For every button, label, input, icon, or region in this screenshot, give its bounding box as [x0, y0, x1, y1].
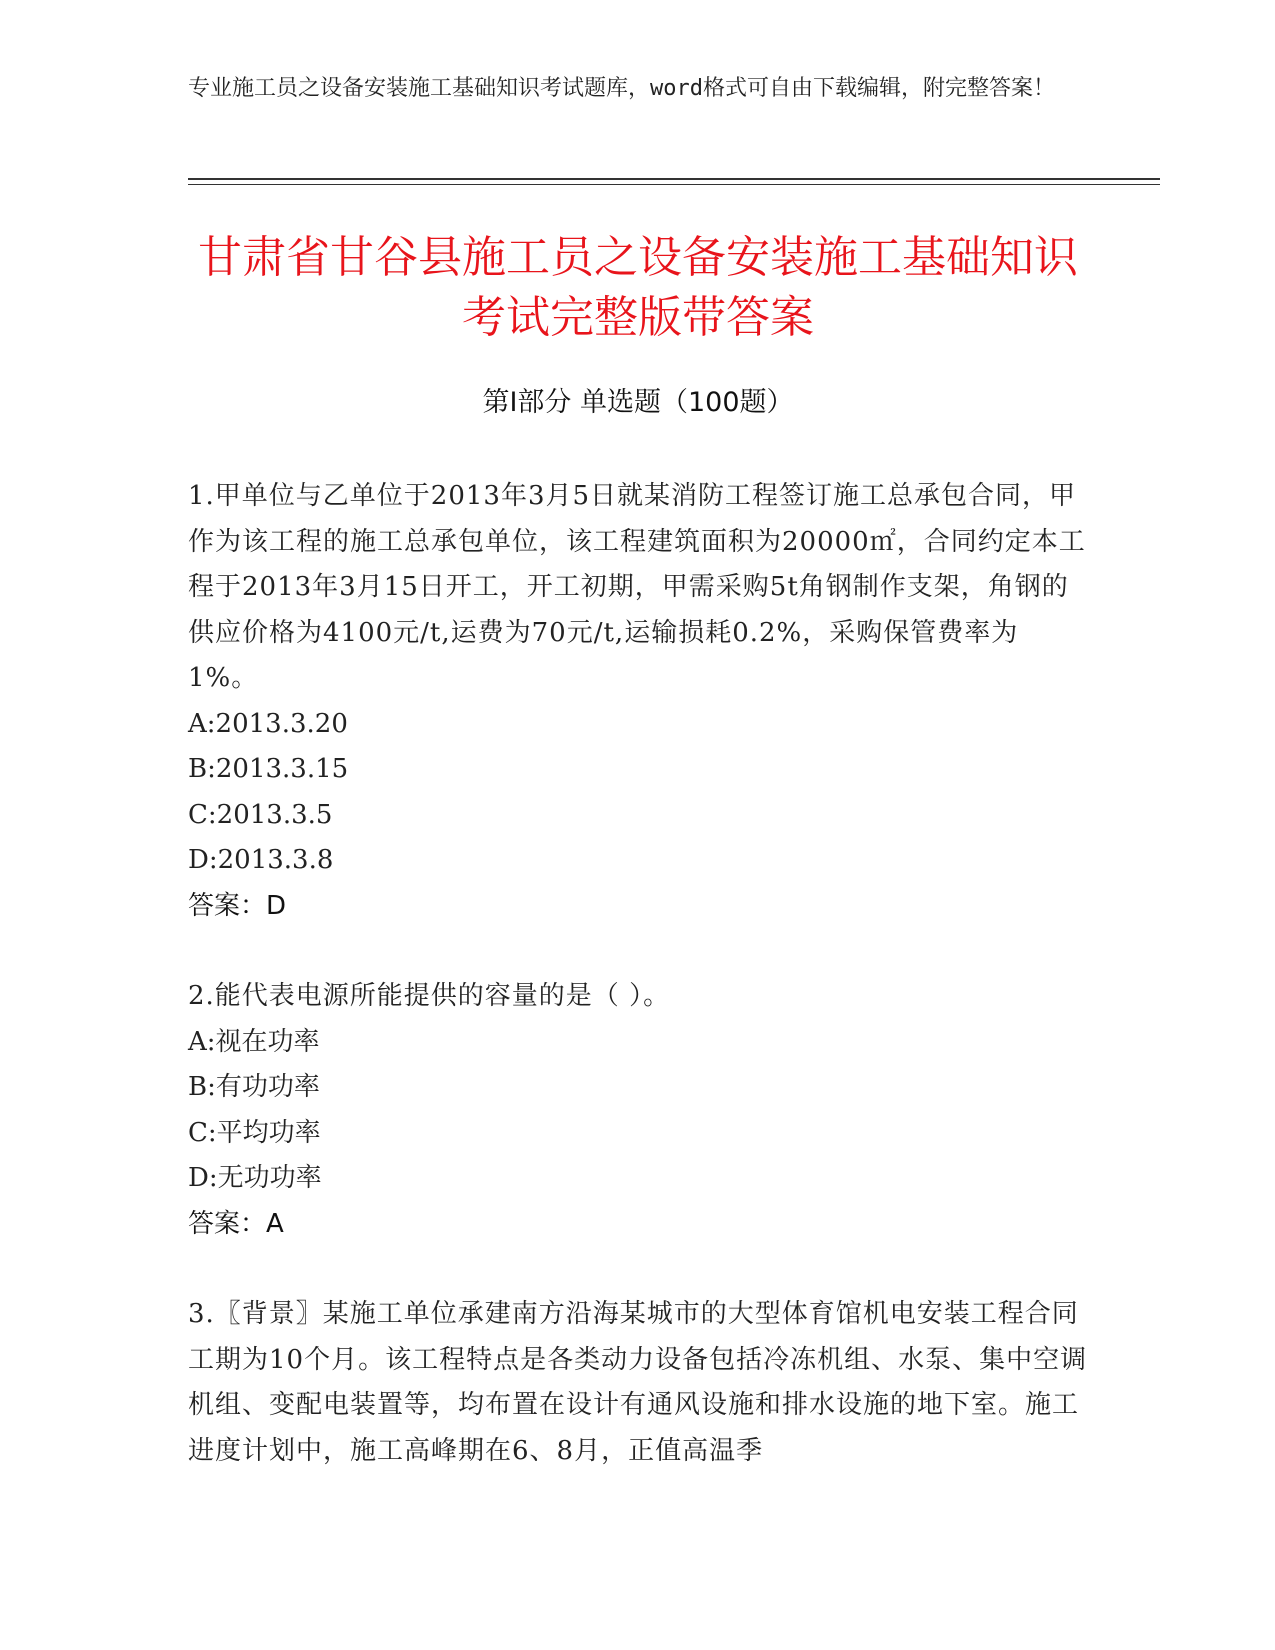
option-b: B:有功功率: [188, 1072, 320, 1102]
question-list: [188, 474, 1088, 1519]
question-3: [188, 1292, 1088, 1474]
header-note: 专业施工员之设备安装施工基础知识考试题库，word格式可自由下载编辑，附完整答案！: [188, 76, 1055, 101]
question-text: 3.〖背景〗某施工单位承建南方沿海某城市的大型体育馆机电安装工程合同工期为10个月。该工程特点是各类动力设备包括冷冻机组、水泵、集中空调机组、变配电装置等，均布置在设计有通风设施和排水设施的地下室。施工进度计划中，施工高峰期在6、8月，正值高温季: [188, 1299, 1088, 1466]
option-c: C:平均功率: [188, 1117, 321, 1148]
question-2: [188, 974, 1088, 1247]
option-a: A:2013.3.20: [188, 708, 348, 739]
option-b: B:2013.3.15: [188, 754, 349, 784]
header-rule-thick: [188, 178, 1160, 180]
option-c: C:2013.3.5: [188, 799, 333, 830]
question-text: 2.能代表电源所能提供的容量的是（ ）。: [188, 981, 671, 1011]
answer-label: 答案：A: [188, 1208, 284, 1239]
answer-label: 答案：D: [188, 890, 287, 921]
option-d: D:2013.3.8: [188, 845, 334, 875]
question-1: [188, 474, 1088, 929]
document-title: 甘肃省甘谷县施工员之设备安装施工基础知识考试完整版带答案: [198, 232, 1078, 343]
question-text: 1.甲单位与乙单位于2013年3月5日就某消防工程签订施工总承包合同，甲作为该工程的施工总承包单位，该工程建筑面积为20000㎡，合同约定本工程于2013年3月15日开工，开工初期，甲需采购5t角钢制作支架，角钢的供应价格为4100元/t,运费为70元/t,运输损耗0.2%，采购保管费率为1%。: [188, 481, 1086, 693]
option-a: A:视在功率: [188, 1026, 320, 1057]
header-rule-thin: [188, 184, 1160, 185]
section-title: 第Ⅰ部分 单选题（100题）: [482, 387, 794, 418]
option-d: D:无功功率: [188, 1163, 322, 1193]
